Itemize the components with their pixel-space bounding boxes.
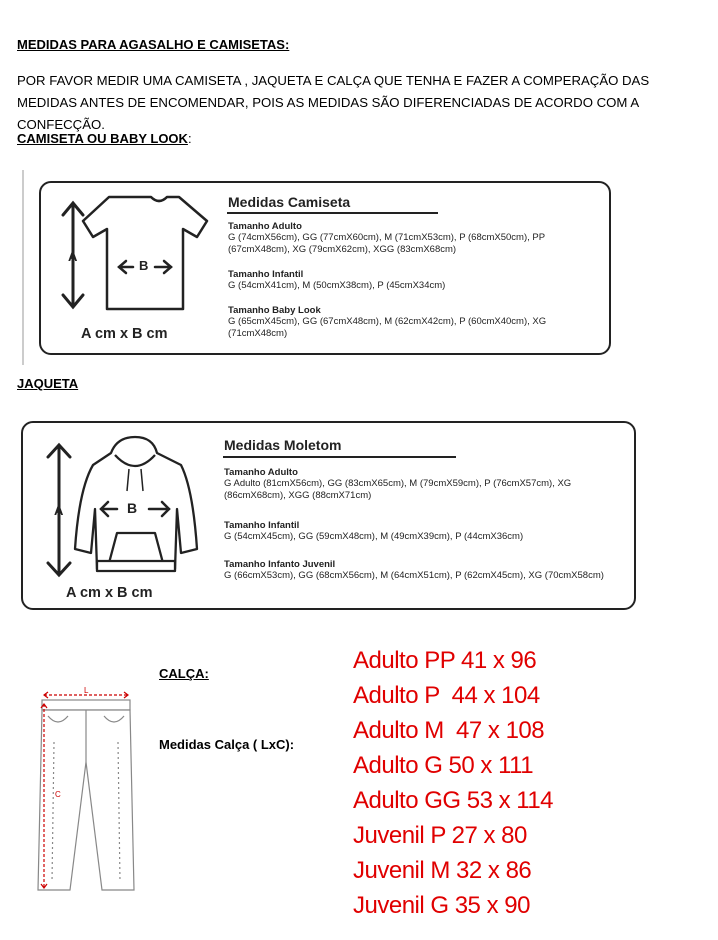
camiseta-section-text: G (54cmX41cm), M (50cmX38cm), P (45cmX34cm) bbox=[228, 280, 446, 291]
calca-sizes-list bbox=[353, 643, 553, 923]
pants-label-l: L bbox=[84, 686, 89, 695]
calca-size-item: Juvenil M 32 x 86 bbox=[353, 857, 532, 884]
camiseta-section-title: Tamanho Adulto bbox=[228, 221, 302, 232]
jaqueta-section-adulto bbox=[224, 467, 626, 502]
camiseta-section-infantil bbox=[228, 269, 600, 292]
calca-heading: CALÇA: bbox=[159, 666, 209, 681]
jaqueta-section-infanto-juvenil bbox=[224, 559, 626, 582]
jaqueta-section-text: G (66cmX53cm), GG (68cmX56cm), M (64cmX51cm), P (62cmX45cm), XG (70cmX58cm) bbox=[224, 570, 604, 581]
pants-label-c: C bbox=[55, 790, 61, 799]
calca-size-item: Juvenil G 35 x 90 bbox=[353, 892, 530, 919]
jaqueta-section-text: G (54cmX45cm), GG (59cmX48cm), M (49cmX39cm), P (44cmX36cm) bbox=[224, 531, 524, 542]
camiseta-heading-suffix: : bbox=[187, 131, 192, 146]
jaqueta-card bbox=[21, 421, 636, 610]
tshirt-icon bbox=[83, 197, 207, 309]
calca-subheading: Medidas Calça ( LxC): bbox=[159, 737, 295, 752]
camiseta-card bbox=[39, 181, 611, 355]
camiseta-title-rule bbox=[227, 212, 438, 214]
calca-size-item: Juvenil P 27 x 80 bbox=[353, 822, 527, 849]
page-heading: MEDIDAS PARA AGASALHO E CAMISETAS: bbox=[17, 37, 290, 52]
jaqueta-section-title: Tamanho Adulto bbox=[224, 467, 298, 478]
camiseta-formula: A cm x B cm bbox=[81, 326, 168, 342]
camiseta-card-title: Medidas Camiseta bbox=[228, 194, 351, 210]
calca-size-item: Adulto M 47 x 108 bbox=[353, 717, 545, 744]
calca-size-item: Adulto PP 41 x 96 bbox=[353, 647, 537, 674]
jaqueta-section-infantil bbox=[224, 520, 626, 543]
camiseta-section-babylook bbox=[228, 305, 600, 340]
camiseta-heading bbox=[17, 131, 192, 146]
pants-icon bbox=[38, 700, 134, 890]
camiseta-label-a: A bbox=[68, 249, 78, 264]
camiseta-label-b: B bbox=[139, 258, 149, 273]
jaqueta-section-title: Tamanho Infanto Juvenil bbox=[224, 559, 336, 570]
intro-text: POR FAVOR MEDIR UMA CAMISETA , JAQUETA E CALÇA QUE TENHA E FAZER A COMPERAÇÃO DAS MEDIDAS ANTES DE ENCOMENDAR, POIS AS MEDIDAS SÃO DIFERENCIADAS DE ACORDO COM A CONFECÇÃO. bbox=[17, 73, 650, 132]
jaqueta-heading: JAQUETA bbox=[17, 376, 79, 391]
camiseta-section-adulto bbox=[228, 221, 600, 256]
camiseta-margin-line bbox=[22, 170, 24, 365]
jaqueta-card-title: Medidas Moletom bbox=[224, 437, 342, 453]
jaqueta-label-b: B bbox=[127, 500, 138, 516]
camiseta-section-title: Tamanho Baby Look bbox=[228, 305, 321, 316]
camiseta-section-title: Tamanho Infantil bbox=[228, 269, 304, 280]
calca-size-item: Adulto GG 53 x 114 bbox=[353, 787, 554, 814]
camiseta-section-text: G (65cmX45cm), GG (67cmX48cm), M (62cmX42cm), P (60cmX40cm), XG (71cmX48cm) bbox=[228, 316, 547, 339]
jaqueta-title-rule bbox=[223, 456, 456, 458]
jaqueta-formula: A cm x B cm bbox=[66, 585, 153, 601]
pants-diagram bbox=[28, 682, 148, 897]
jaqueta-section-title: Tamanho Infantil bbox=[224, 520, 300, 531]
calca-size-item: Adulto P 44 x 104 bbox=[353, 682, 540, 709]
jaqueta-section-text: G Adulto (81cmX56cm), GG (83cmX65cm), M (79cmX59cm), P (76cmX57cm), XG (86cmX68cm), XGG (88cmX71cm) bbox=[224, 478, 572, 501]
camiseta-heading-label: CAMISETA OU BABY LOOK bbox=[17, 131, 188, 146]
calca-size-item: Adulto G 50 x 111 bbox=[353, 752, 534, 779]
camiseta-section-text: G (74cmX56cm), GG (77cmX60cm), M (71cmX53cm), P (68cmX50cm), PP (67cmX48cm), XG (79cmX62cm), XGG (83cmX68cm) bbox=[228, 232, 545, 255]
jaqueta-label-a: A bbox=[54, 503, 64, 518]
